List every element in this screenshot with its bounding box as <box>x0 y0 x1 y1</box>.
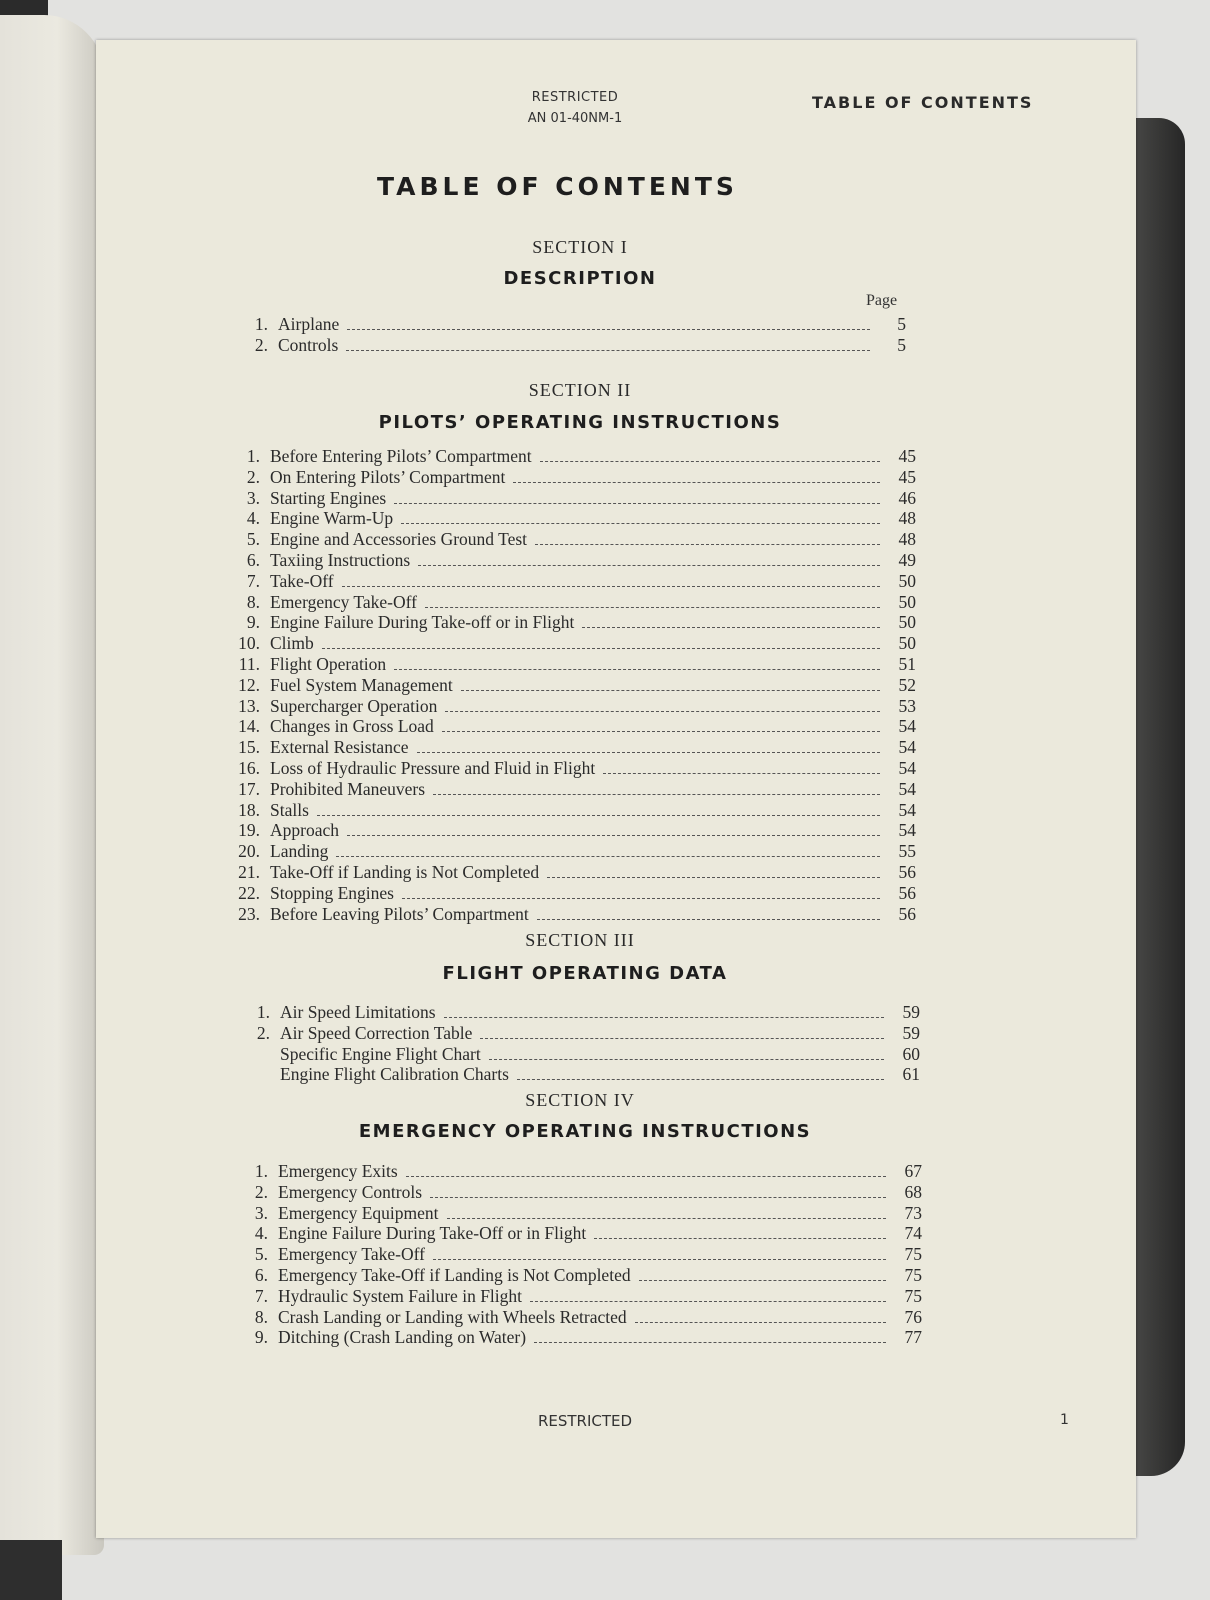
toc-entry[interactable]: 17. Prohibited Maneuvers 54 <box>238 778 916 799</box>
toc-entry[interactable]: 8. Emergency Take-Off 50 <box>246 591 916 612</box>
toc-entry[interactable]: 14. Changes in Gross Load 54 <box>238 716 916 737</box>
toc-entry[interactable]: Engine Flight Calibration Charts 61 <box>280 1064 920 1085</box>
toc-entry[interactable]: 10. Climb 50 <box>238 633 916 654</box>
toc-entry[interactable]: 7. Take-Off 50 <box>246 570 916 591</box>
toc-entry[interactable]: Specific Engine Flight Chart 60 <box>280 1043 920 1064</box>
toc-entry[interactable]: 12. Fuel System Management 52 <box>238 674 916 695</box>
toc-entry[interactable]: 23. Before Leaving Pilots’ Compartment 56 <box>238 903 916 924</box>
toc-entry[interactable]: 20. Landing 55 <box>238 841 916 862</box>
section-2-label: SECTION II <box>528 380 632 400</box>
toc-entry[interactable]: 16. Loss of Hydraulic Pressure and Fluid in Flight 54 <box>238 757 916 778</box>
book-binding-bottom <box>0 1540 62 1600</box>
page-column-header: Page <box>866 292 898 309</box>
toc-entry[interactable]: 1. Emergency Exits 67 <box>254 1161 922 1181</box>
section-3-entries <box>238 1002 920 1085</box>
section-1-entries <box>236 314 906 356</box>
toc-entry[interactable]: 1. Airplane 5 <box>254 314 906 334</box>
toc-entry[interactable]: 4. Engine Failure During Take-Off or in Flight 74 <box>254 1223 922 1244</box>
toc-entry[interactable]: 9. Ditching (Crash Landing on Water) 77 <box>254 1327 922 1348</box>
page-title: TABLE OF CONTENTS <box>377 172 738 201</box>
toc-entry[interactable]: 5. Emergency Take-Off 75 <box>254 1244 922 1265</box>
toc-entry[interactable]: 18. Stalls 54 <box>238 799 916 820</box>
section-4-label: SECTION IV <box>525 1090 635 1110</box>
toc-entry[interactable]: 6. Emergency Take-Off if Landing is Not Completed 75 <box>254 1264 922 1285</box>
toc-entry[interactable]: 2. Emergency Controls 68 <box>254 1181 922 1202</box>
toc-entry[interactable]: 8. Crash Landing or Landing with Wheels Retracted 76 <box>254 1306 922 1327</box>
toc-entry[interactable]: 2. Controls 5 <box>254 334 906 355</box>
toc-entry[interactable]: 13. Supercharger Operation 53 <box>238 695 916 716</box>
section-1-title: DESCRIPTION <box>503 268 657 289</box>
toc-entry[interactable]: 22. Stopping Engines 56 <box>238 882 916 903</box>
toc-entry[interactable]: 11. Flight Operation 51 <box>238 653 916 674</box>
section-2-title: PILOTS’ OPERATING INSTRUCTIONS <box>378 412 782 433</box>
toc-entry[interactable]: 5. Engine and Accessories Ground Test 48 <box>246 529 916 550</box>
toc-entry[interactable]: 15. External Resistance 54 <box>238 737 916 758</box>
section-1-label: SECTION I <box>532 237 628 257</box>
header-doc-number: AN 01-40NM-1 <box>527 111 623 126</box>
toc-entry[interactable]: 3. Emergency Equipment 73 <box>254 1202 922 1223</box>
toc-entry[interactable]: 4. Engine Warm-Up 48 <box>246 508 916 529</box>
section-3-title: FLIGHT OPERATING DATA <box>442 963 728 984</box>
toc-entry[interactable]: 6. Taxiing Instructions 49 <box>246 549 916 570</box>
toc-entry[interactable]: 9. Engine Failure During Take-off or in Flight 50 <box>246 612 916 633</box>
header-restricted: RESTRICTED <box>531 90 619 105</box>
section-3-label: SECTION III <box>525 930 635 950</box>
toc-entry[interactable]: 1. Before Entering Pilots’ Compartment 45 <box>246 446 916 466</box>
section-2-entries <box>228 446 916 924</box>
footer-page-number: 1 <box>1060 1412 1069 1428</box>
toc-entry[interactable]: 1. Air Speed Limitations 59 <box>256 1002 920 1022</box>
header-running-title: TABLE OF CONTENTS <box>812 93 1034 112</box>
toc-entry[interactable]: 2. On Entering Pilots’ Compartment 45 <box>246 466 916 487</box>
toc-entry[interactable]: 21. Take-Off if Landing is Not Completed 56 <box>238 861 916 882</box>
left-page-edge <box>0 15 104 1555</box>
toc-entry[interactable]: 2. Air Speed Correction Table 59 <box>256 1022 920 1043</box>
section-4-entries <box>236 1161 922 1348</box>
toc-entry[interactable]: 3. Starting Engines 46 <box>246 487 916 508</box>
footer-restricted: RESTRICTED <box>537 1412 633 1430</box>
toc-entry[interactable]: 7. Hydraulic System Failure in Flight 75 <box>254 1285 922 1306</box>
section-4-title: EMERGENCY OPERATING INSTRUCTIONS <box>358 1121 812 1142</box>
toc-entry[interactable]: 19. Approach 54 <box>238 820 916 841</box>
